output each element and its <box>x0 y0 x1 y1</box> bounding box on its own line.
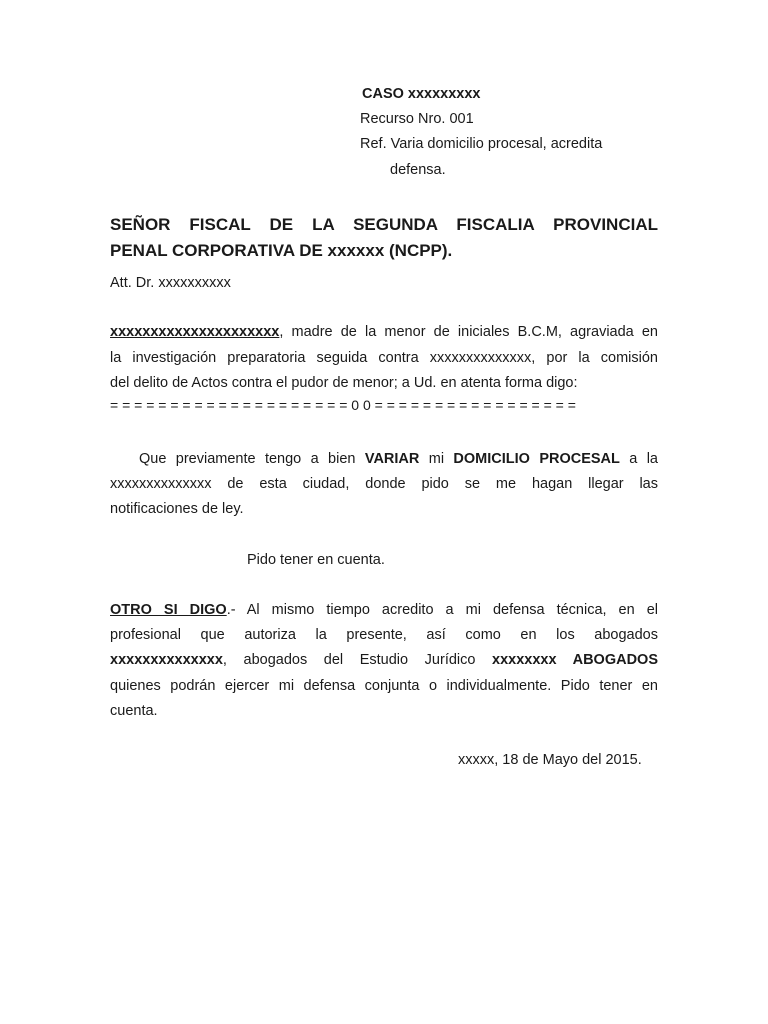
reference-line-2: defensa. <box>390 162 446 178</box>
otrosi-line-3 <box>110 648 658 673</box>
variar-word: VARIAR <box>364 451 420 467</box>
otrosi-line-4: quienes podrán ejercer mi defensa conjunta o individualmente. Pido tener en <box>110 678 658 694</box>
request-line: Pido tener en cuenta. <box>247 552 385 568</box>
law-firm-name: xxxxxxxx <box>492 652 557 668</box>
body-mid-text: mi <box>419 451 454 467</box>
body-line-2: xxxxxxxxxxxxxx de esta ciudad, donde pido se me hagan llegar las <box>110 476 658 492</box>
addressee-title <box>110 212 658 264</box>
body-tail-text: a la <box>619 451 658 467</box>
body-lead-text: Que previamente tengo a bien <box>139 451 365 467</box>
attention-line: Att. Dr. xxxxxxxxxx <box>110 275 231 291</box>
recurso-number: Recurso Nro. 001 <box>360 111 474 127</box>
petitioner-name: xxxxxxxxxxxxxxxxxxxxx <box>110 324 280 340</box>
domicilio-procesal-phrase: DOMICILIO PROCESAL <box>453 451 620 467</box>
intro-line-2: la investigación preparatoria seguida contra xxxxxxxxxxxxxx, por la comisión <box>110 350 658 366</box>
reference-line-1: Ref. Varia domicilio procesal, acredita <box>360 136 603 152</box>
body-line-1 <box>139 447 658 472</box>
intro-line-3: del delito de Actos contra el pudor de menor; a Ud. en atenta forma digo: <box>110 375 578 391</box>
addressee-title-line-2: PENAL CORPORATIVA DE xxxxxx (NCPP). <box>110 241 453 260</box>
addressee-title-line-1: SEÑOR FISCAL DE LA SEGUNDA FISCALIA PROVINCIAL <box>110 215 658 234</box>
body-line-3: notificaciones de ley. <box>110 501 244 517</box>
intro-line-1-rest: , madre de la menor de iniciales B.C.M, agraviada en <box>279 324 658 340</box>
otrosi-line-1 <box>110 598 658 623</box>
otrosi-line-5: cuenta. <box>110 703 158 719</box>
otrosi-line-1-rest: .- Al mismo tiempo acredito a mi defensa técnica, en el <box>226 602 658 618</box>
case-number: CASO xxxxxxxxx <box>362 86 481 102</box>
separator-line: = = = = = = = = = = = = = = = = = = = = 0 0 = = = = = = = = = = = = = = = = = <box>110 397 576 413</box>
otrosi-line-2: profesional que autoriza la presente, así como en los abogados <box>110 627 658 643</box>
date-line: xxxxx, 18 de Mayo del 2015. <box>458 752 642 768</box>
abogados-word: ABOGADOS <box>556 652 659 668</box>
otrosi-label: OTRO SI DIGO <box>110 602 227 618</box>
intro-line-1 <box>110 320 658 345</box>
lawyer-names: xxxxxxxxxxxxxx <box>110 652 223 668</box>
otrosi-line-3-mid: , abogados del Estudio Jurídico <box>222 652 493 668</box>
